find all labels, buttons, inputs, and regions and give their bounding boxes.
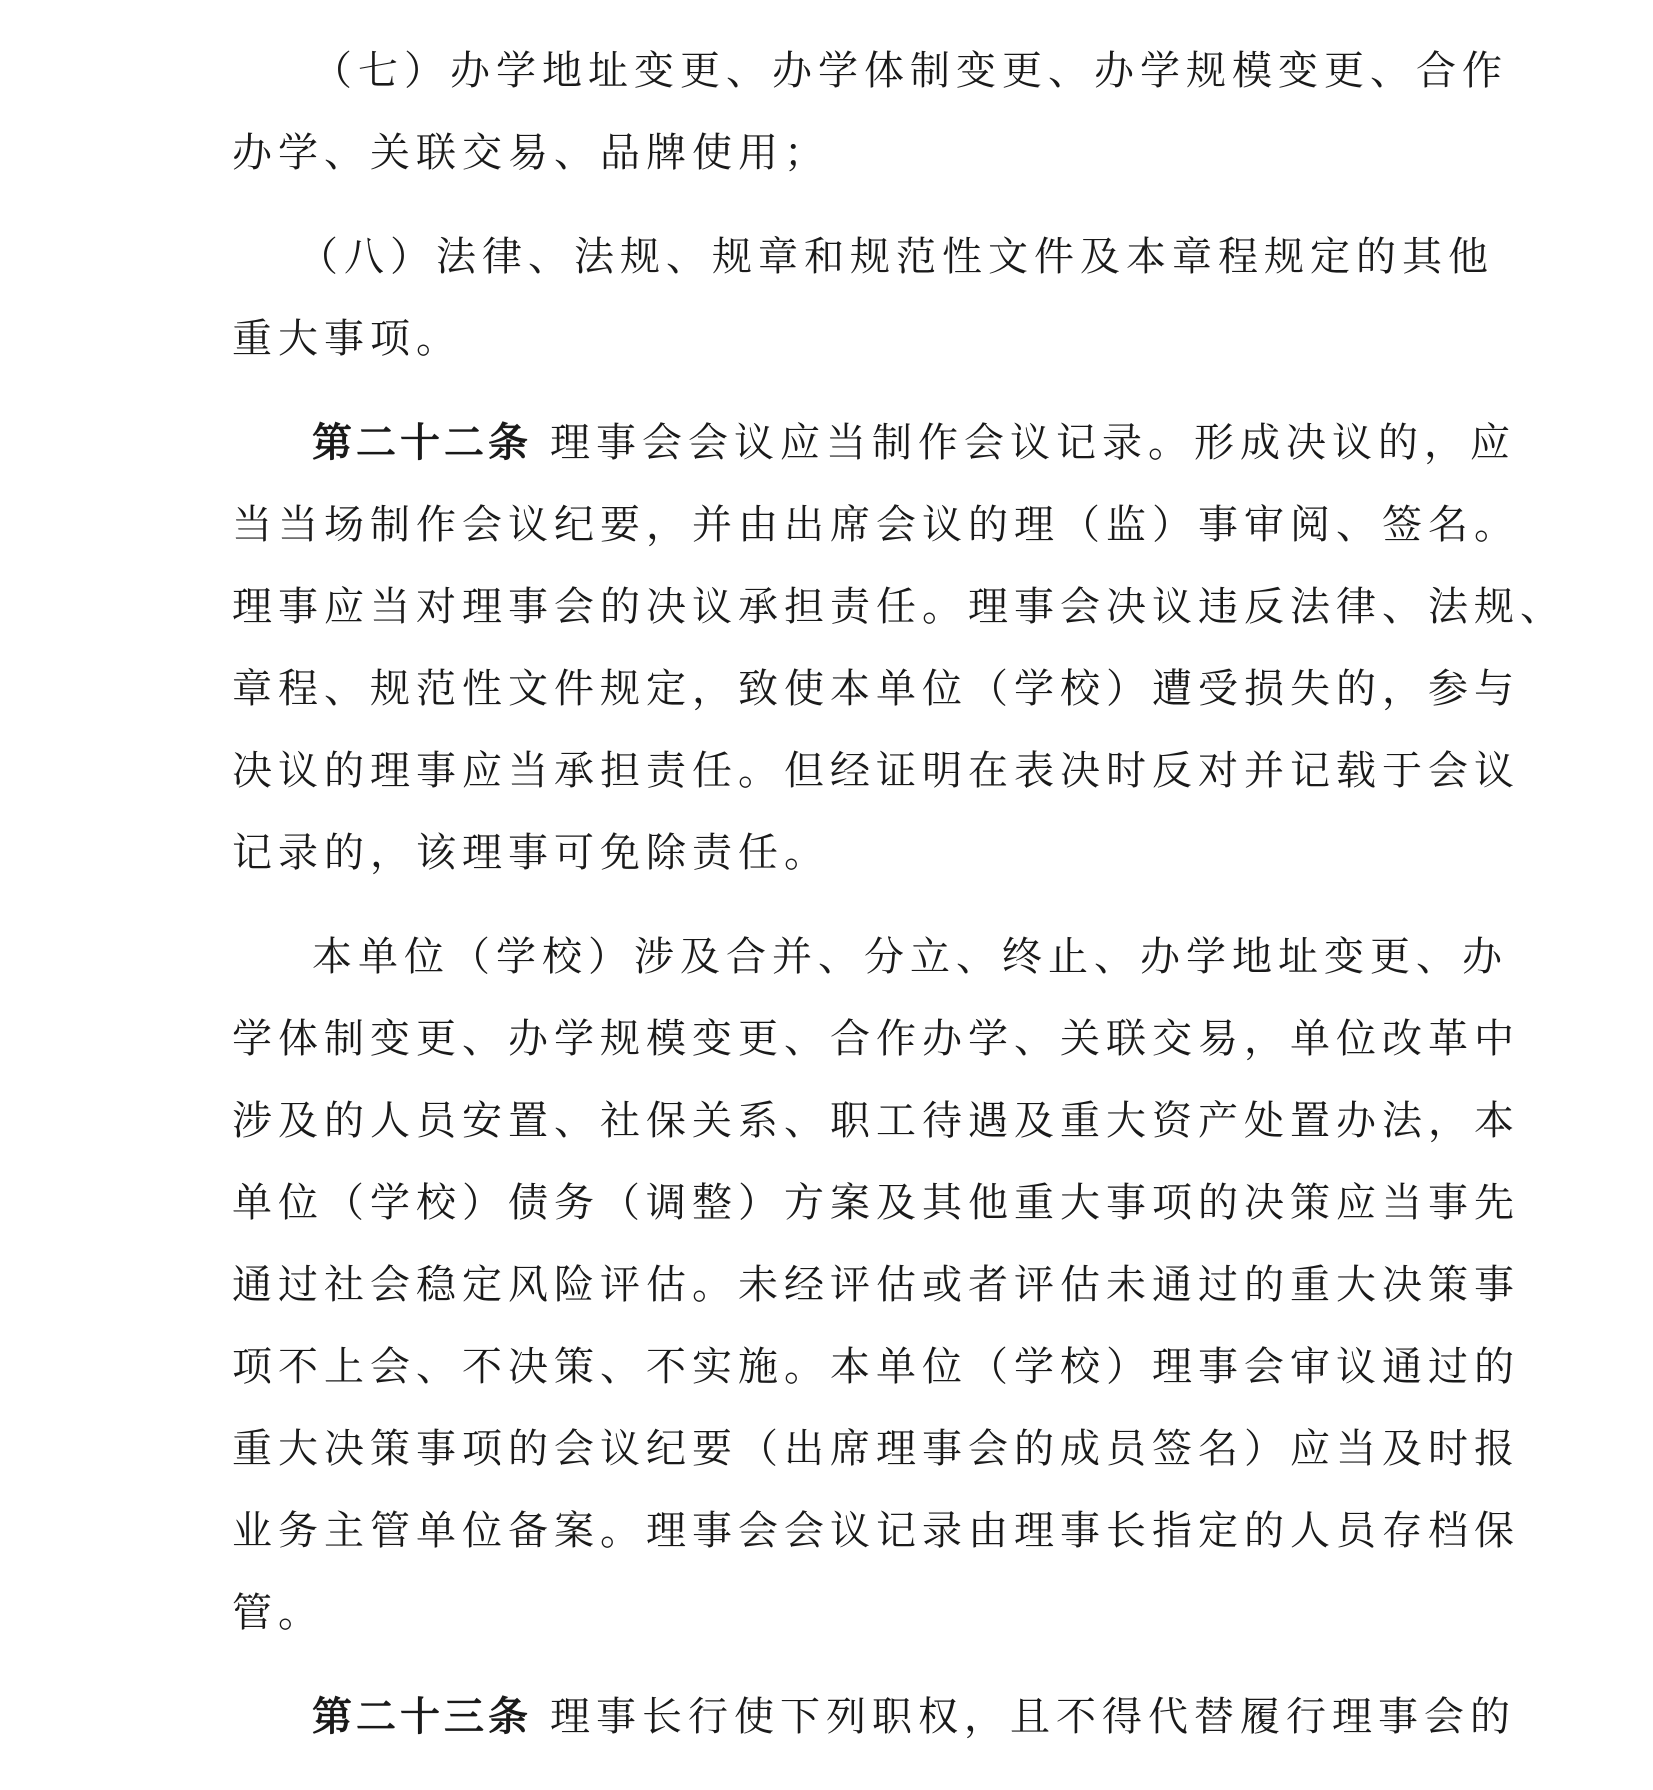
article-22-line-3: 理事应当对理事会的决议承担责任。理事会决议违反法律、法规、 <box>232 584 1566 630</box>
article-22-heading: 第二十二条 <box>312 420 532 466</box>
major-decisions-line-4: 单位（学校）债务（调整）方案及其他重大事项的决策应当事先 <box>232 1180 1520 1226</box>
major-decisions-line-9: 管。 <box>232 1590 324 1636</box>
article-22-line-5: 决议的理事应当承担责任。但经证明在表决时反对并记载于会议 <box>232 748 1520 794</box>
major-decisions-line-6: 项不上会、不决策、不实施。本单位（学校）理事会审议通过的 <box>232 1344 1520 1390</box>
major-decisions-line-7: 重大决策事项的会议纪要（出席理事会的成员签名）应当及时报 <box>232 1426 1520 1472</box>
article-22-first-line-text: 理事会会议应当制作会议记录。形成决议的，应 <box>550 420 1516 466</box>
document-body <box>232 38 1566 1766</box>
paragraph-8-line-1: （八）法律、法规、规章和规范性文件及本章程规定的其他 <box>298 234 1494 280</box>
article-23-first-line-text: 理事长行使下列职权，且不得代替履行理事会的 <box>550 1694 1516 1740</box>
article-22-line-2: 当当场制作会议纪要，并由出席会议的理（监）事审阅、签名。 <box>232 502 1520 548</box>
major-decisions-line-1: 本单位（学校）涉及合并、分立、终止、办学地址变更、办 <box>312 934 1508 980</box>
article-22-line-1 <box>232 410 1516 492</box>
paragraph-7-line-2: 办学、关联交易、品牌使用； <box>232 130 830 176</box>
major-decisions-line-2: 学体制变更、办学规模变更、合作办学、关联交易，单位改革中 <box>232 1016 1520 1062</box>
article-23-line-1 <box>232 1684 1516 1766</box>
major-decisions-line-8: 业务主管单位备案。理事会会议记录由理事长指定的人员存档保 <box>232 1508 1520 1554</box>
article-23-heading: 第二十三条 <box>312 1694 532 1740</box>
article-22-line-6: 记录的，该理事可免除责任。 <box>232 830 830 876</box>
major-decisions-line-3: 涉及的人员安置、社保关系、职工待遇及重大资产处置办法，本 <box>232 1098 1520 1144</box>
paragraph-8-line-2: 重大事项。 <box>232 316 462 362</box>
major-decisions-line-5: 通过社会稳定风险评估。未经评估或者评估未通过的重大决策事 <box>232 1262 1520 1308</box>
paragraph-7-line-1: （七）办学地址变更、办学体制变更、办学规模变更、合作 <box>312 48 1508 94</box>
article-22-line-4: 章程、规范性文件规定，致使本单位（学校）遭受损失的，参与 <box>232 666 1520 712</box>
